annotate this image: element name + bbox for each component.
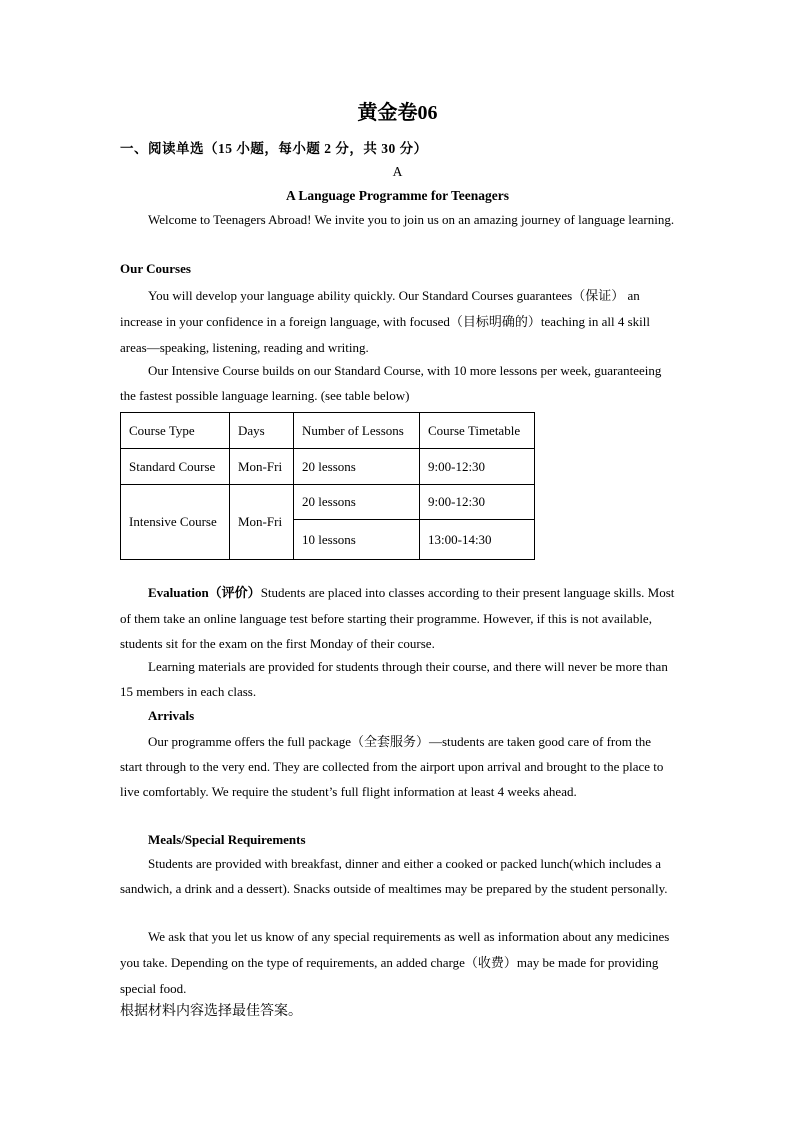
table-cell: 9:00-12:30 [420,485,535,520]
table-row [121,485,535,520]
special-requirements-paragraph: We ask that you let us know of any special requirements as well as information about any medicines you take. Depending on the type of requirements, an added charge（收费）may be made for providing special food. [120,929,670,996]
table-cell: Mon-Fri [230,485,294,560]
table-header-cell: Number of Lessons [294,413,420,449]
section-heading: 一、阅读单选（15 小题，每小题 2 分，共 30 分） [120,141,428,156]
evaluation-paragraph [120,580,675,657]
courses-paragraph-1: You will develop your language ability quickly. Our Standard Courses guarantees（保证） an increase in your confidence in a foreign language, with focused（目标明确的）teaching in all 4 skill areas—speaking, listening, reading and writing. [120,288,650,355]
materials-paragraph: Learning materials are provided for students through their course, and there will never be more than 15 members in each class. [120,659,668,699]
courses-heading: Our Courses [120,261,191,276]
table-cell: Standard Course [121,449,230,485]
table-cell: Intensive Course [121,485,230,560]
table-cell: 20 lessons [294,485,420,520]
meals-paragraph: Students are provided with breakfast, dinner and either a cooked or packed lunch(which includes a sandwich, a drink and a dessert). Snacks outside of mealtimes may be prepared by the student personally. [120,856,668,896]
table-header-row [121,413,535,449]
table-header-cell: Course Timetable [420,413,535,449]
page-title: 黄金卷06 [357,102,438,124]
instruction-text: 根据材料内容选择最佳答案。 [120,1004,302,1019]
table-header-cell: Course Type [121,413,230,449]
table-cell: 13:00-14:30 [420,520,535,560]
meals-heading: Meals/Special Requirements [148,832,306,847]
course-table [120,412,535,560]
passage-letter: A [392,164,403,179]
table-cell: Mon-Fri [230,449,294,485]
arrivals-heading: Arrivals [148,708,195,723]
courses-paragraph-2: Our Intensive Course builds on our Standard Course, with 10 more lessons per week, guaranteeing the fastest possible language learning. (see table below) [120,363,662,403]
table-header-cell: Days [230,413,294,449]
table-cell: 10 lessons [294,520,420,560]
table-row [121,449,535,485]
arrivals-paragraph: Our programme offers the full package（全套服务）—students are taken good care of from the start through to the very end. They are collected from the airport upon arrival and brought to the place to live comfortably. We require the student’s full flight information at least 4 weeks ahead. [120,734,664,799]
table-cell: 20 lessons [294,449,420,485]
evaluation-text: Students are placed into classes according to their present language skills. Most of them take an online language test before starting their programme. However, if this is not available, students sit for the exam on the first Monday of their course. [120,585,675,651]
passage-title: A Language Programme for Teenagers [286,188,509,203]
intro-paragraph: Welcome to Teenagers Abroad! We invite you to join us on an amazing journey of language learning. [148,212,675,227]
table-cell: 9:00-12:30 [420,449,535,485]
evaluation-label: Evaluation（评价） [148,585,261,600]
